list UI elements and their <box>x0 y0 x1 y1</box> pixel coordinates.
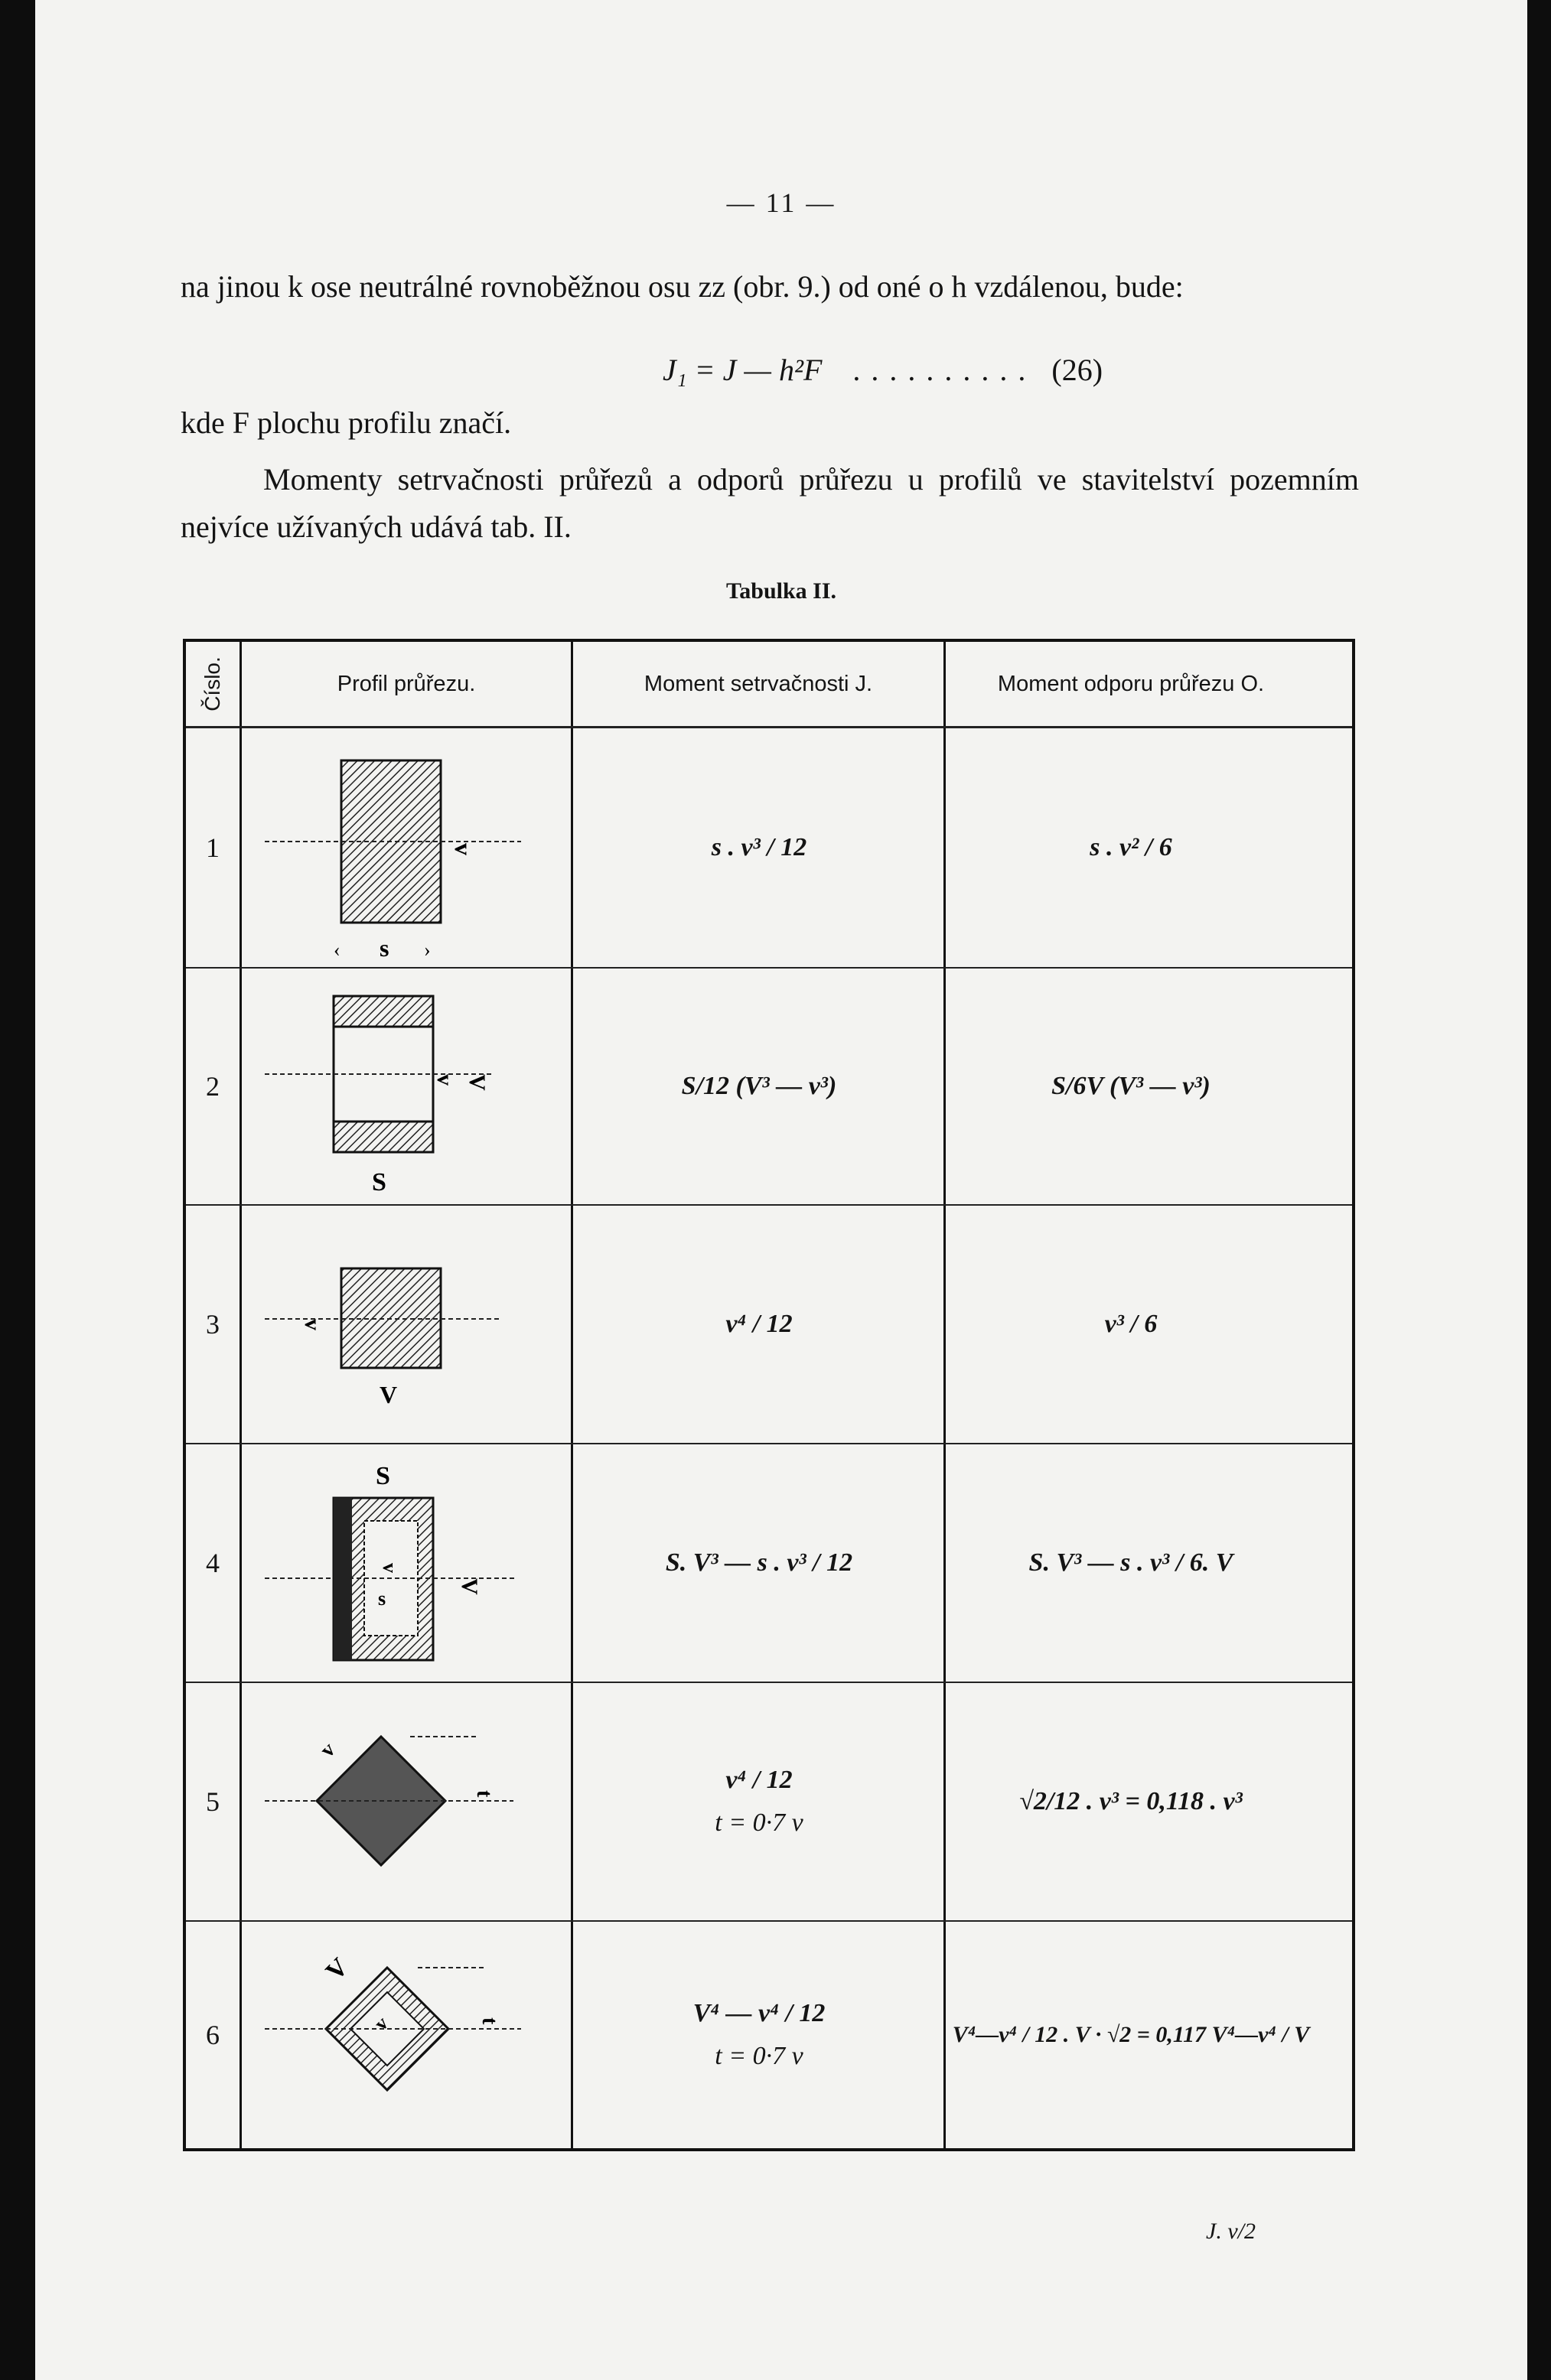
cell-moment <box>575 1206 943 1443</box>
profile-i-beam <box>242 969 571 1204</box>
cell-resistance <box>947 1922 1315 2148</box>
paragraph-definition: kde F plochu profilu značí. <box>181 405 512 440</box>
label-s: s <box>380 934 389 962</box>
svg-text:‹: ‹ <box>334 939 341 961</box>
cell-moment <box>575 969 943 1204</box>
row-number: 4 <box>206 1548 220 1578</box>
label-V: V <box>464 1074 490 1091</box>
cell-resistance <box>947 969 1315 1204</box>
page-number: — 11 — <box>726 187 836 218</box>
table-row <box>186 1683 1352 1920</box>
header-profile: Profil průřezu. <box>337 671 476 696</box>
moment-formula: v⁴ / 12 <box>725 1766 793 1794</box>
label-v: v <box>450 843 477 855</box>
paragraph-table-reference: Momenty setrvačnosti průřezů a odporů průřezu u profilů ve stavitelství pozemním nejvíce užívaných udává tab. II. <box>181 462 1359 544</box>
label-v: V <box>380 1381 398 1408</box>
resistance-formula: S/6V (V³ — v³) <box>1051 1072 1210 1100</box>
table-row <box>186 1922 1352 2148</box>
formula-dots: .......... <box>852 353 1037 387</box>
row-number: 5 <box>206 1786 220 1817</box>
row-number: 6 <box>206 2020 220 2050</box>
label-S: S <box>376 1462 390 1490</box>
header-moment: Moment setrvačnosti J. <box>644 671 873 696</box>
label-v: v <box>300 1319 325 1330</box>
moment-formula: V⁴ — v⁴ / 12 <box>692 1999 826 2027</box>
resistance-formula: s . v² / 6 <box>1090 833 1172 861</box>
row-number: 1 <box>206 832 220 863</box>
row-number: 3 <box>206 1309 220 1340</box>
cell-moment <box>575 1444 943 1682</box>
cell-resistance <box>947 1444 1315 1682</box>
page <box>35 0 1527 2380</box>
handwritten-mark: J. v/2 <box>1206 2219 1256 2244</box>
cell-resistance <box>947 728 1315 967</box>
moment-formula: s . v³ / 12 <box>711 833 807 861</box>
label-S: S <box>372 1168 386 1197</box>
label-s: s <box>378 1587 386 1610</box>
profile-hollow-rectangle <box>242 1444 571 1682</box>
label-t: t <box>472 1790 496 1798</box>
moment-formula: S. V³ — s . v³ / 12 <box>665 1548 853 1577</box>
label-V: V <box>321 1952 354 1987</box>
label-t: t <box>477 2017 501 2025</box>
moment-formula: S/12 (V³ — v³) <box>681 1072 837 1100</box>
table-moments <box>183 639 1355 2151</box>
profile-square <box>242 1206 571 1443</box>
label-V: V <box>457 1578 482 1595</box>
profile-rectangle <box>242 728 571 967</box>
svg-text:›: › <box>424 939 431 961</box>
profile-diamond <box>242 1683 571 1920</box>
cell-resistance <box>947 1206 1315 1443</box>
cell-resistance <box>947 1683 1315 1920</box>
moment-note: t = 0·7 v <box>715 1809 803 1837</box>
label-v: v <box>379 1563 401 1573</box>
formula-expression: J₁ = J — h²F <box>663 353 823 387</box>
resistance-formula: S. V³ — s . v³ / 6. V <box>1028 1548 1233 1577</box>
moment-formula: v⁴ / 12 <box>725 1310 793 1338</box>
formula-number: (26) <box>1051 353 1103 387</box>
header-number: Číslo. <box>200 656 225 711</box>
resistance-formula: √2/12 . v³ = 0,118 . v³ <box>1019 1787 1243 1815</box>
label-v: v <box>315 1737 341 1763</box>
table-row <box>186 1444 1352 1682</box>
table-row <box>186 1206 1352 1443</box>
cell-moment <box>575 1922 943 2148</box>
label-v: v <box>432 1074 458 1086</box>
resistance-formula: v³ / 6 <box>1104 1310 1158 1338</box>
moment-note: t = 0·7 v <box>715 2042 803 2070</box>
table-title: Tabulka II. <box>726 578 836 604</box>
table-row <box>186 728 1352 967</box>
resistance-formula: V⁴—v⁴ / 12 . V · √2 = 0,117 V⁴—v⁴ / V <box>952 2022 1310 2047</box>
profile-hollow-diamond <box>242 1922 571 2148</box>
row-number: 2 <box>206 1071 220 1102</box>
label-v: v <box>370 2012 393 2035</box>
cell-moment <box>575 728 943 967</box>
formula-26 <box>663 352 1103 388</box>
paragraph-intro: na jinou k ose neutrálné rovnoběžnou osu zz (obr. 9.) od oné o h vzdálenou, bude: <box>181 269 1184 304</box>
header-resistance: Moment odporu průřezu O. <box>997 671 1265 696</box>
table-row <box>186 969 1352 1204</box>
cell-moment <box>575 1683 943 1920</box>
